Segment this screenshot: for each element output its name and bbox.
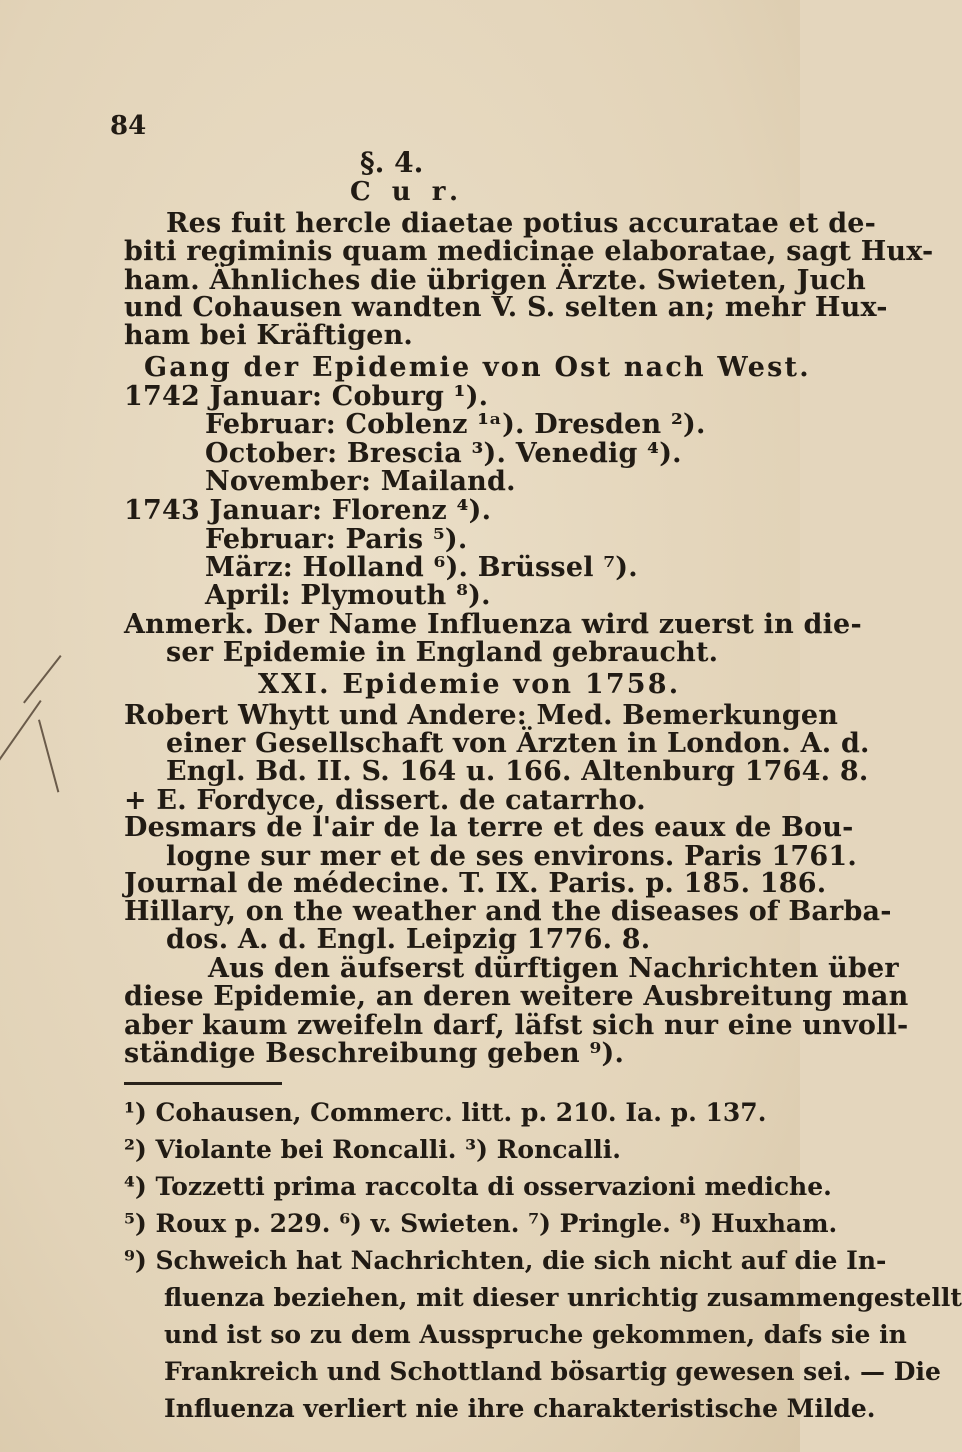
footnote-line: Frankreich und Schottland bösartig gewesen sei. — Die	[164, 1357, 941, 1386]
margin-pencil-mark	[0, 700, 42, 779]
epidemic-heading: XXI. Epidemie von 1758.	[258, 669, 681, 701]
text-line: diese Epidemie, an deren weitere Ausbreitung man	[124, 981, 909, 1013]
chronology-entry: 1742 Januar: Coburg ¹).	[124, 380, 489, 412]
text-line: aber kaum zweifeln darf, läfst sich nur eine unvoll-	[124, 1009, 909, 1041]
footnote-line: ²) Violante bei Roncalli. ³) Roncalli.	[124, 1135, 621, 1164]
page-number: 84	[110, 111, 147, 141]
chronology-entry: Februar: Coblenz ¹ᵃ). Dresden ²).	[205, 409, 706, 441]
text-line: ham bei Kräftigen.	[124, 319, 414, 351]
text-line: biti regiminis quam medicinae elaboratae, sagt Hux-	[124, 236, 934, 268]
footnote-line: ⁴) Tozzetti prima raccolta di osservazioni mediche.	[124, 1172, 832, 1201]
margin-pencil-mark	[38, 719, 59, 792]
footnote-line: ⁹) Schweich hat Nachrichten, die sich nicht auf die In-	[124, 1246, 887, 1275]
chronology-entry: März: Holland ⁶). Brüssel ⁷).	[205, 551, 638, 583]
section-subtitle: C u r.	[350, 177, 465, 208]
reference-line: Engl. Bd. II. S. 164 u. 166. Altenburg 1764. 8.	[166, 756, 869, 788]
footnote-line: fluenza beziehen, mit dieser unrichtig zusammengestellt	[164, 1283, 962, 1312]
text-line: ständige Beschreibung geben ⁹).	[124, 1038, 625, 1069]
chronology-entry: 1743 Januar: Florenz ⁴).	[124, 495, 492, 527]
text-line: Res fuit hercle diaetae potius accuratae et de-	[166, 207, 877, 239]
reference-line: Robert Whytt und Andere: Med. Bemerkungen	[124, 699, 839, 731]
text-line: und Cohausen wandten V. S. selten an; mehr Hux-	[124, 292, 888, 324]
route-heading: Gang der Epidemie von Ost nach West.	[144, 351, 811, 383]
chronology-entry: Februar: Paris ⁵).	[205, 523, 468, 555]
reference-line: dos. A. d. Engl. Leipzig 1776. 8.	[166, 924, 651, 956]
note-line: Anmerk. Der Name Influenza wird zuerst in die-	[124, 608, 862, 640]
text-line: ham. Ähnliches die übrigen Ärzte. Swieten, Juch	[124, 264, 866, 296]
chronology-entry: October: Brescia ³). Venedig ⁴).	[205, 437, 682, 469]
reference-line: logne sur mer et de ses environs. Paris 1761.	[166, 840, 857, 872]
chronology-entry: April: Plymouth ⁸).	[205, 580, 491, 612]
footnote-line: ¹) Cohausen, Commerc. litt. p. 210. Ia. p. 137.	[124, 1098, 767, 1127]
reference-line: einer Gesellschaft von Ärzten in London. A. d.	[166, 728, 870, 760]
footnote-line: ⁵) Roux p. 229. ⁶) v. Swieten. ⁷) Pringle. ⁸) Huxham.	[124, 1209, 838, 1238]
reference-line: Hillary, on the weather and the diseases of Barba-	[124, 896, 892, 928]
text-line: Aus den äufserst dürftigen Nachrichten über	[208, 952, 899, 984]
footnote-rule	[124, 1082, 282, 1085]
reference-line: + E. Fordyce, dissert. de catarrho.	[124, 784, 646, 816]
note-line: ser Epidemie in England gebraucht.	[166, 637, 719, 669]
reference-line: Desmars de l'air de la terre et des eaux de Bou-	[124, 812, 854, 844]
footnote-line: und ist so zu dem Ausspruche gekommen, dafs sie in	[164, 1320, 907, 1349]
reference-line: Journal de médecine. T. IX. Paris. p. 185. 186.	[124, 868, 827, 900]
section-number: §. 4.	[360, 145, 424, 179]
chronology-entry: November: Mailand.	[205, 466, 516, 498]
footnote-line: Influenza verliert nie ihre charakteristische Milde.	[164, 1394, 876, 1423]
margin-pencil-mark	[23, 655, 62, 704]
